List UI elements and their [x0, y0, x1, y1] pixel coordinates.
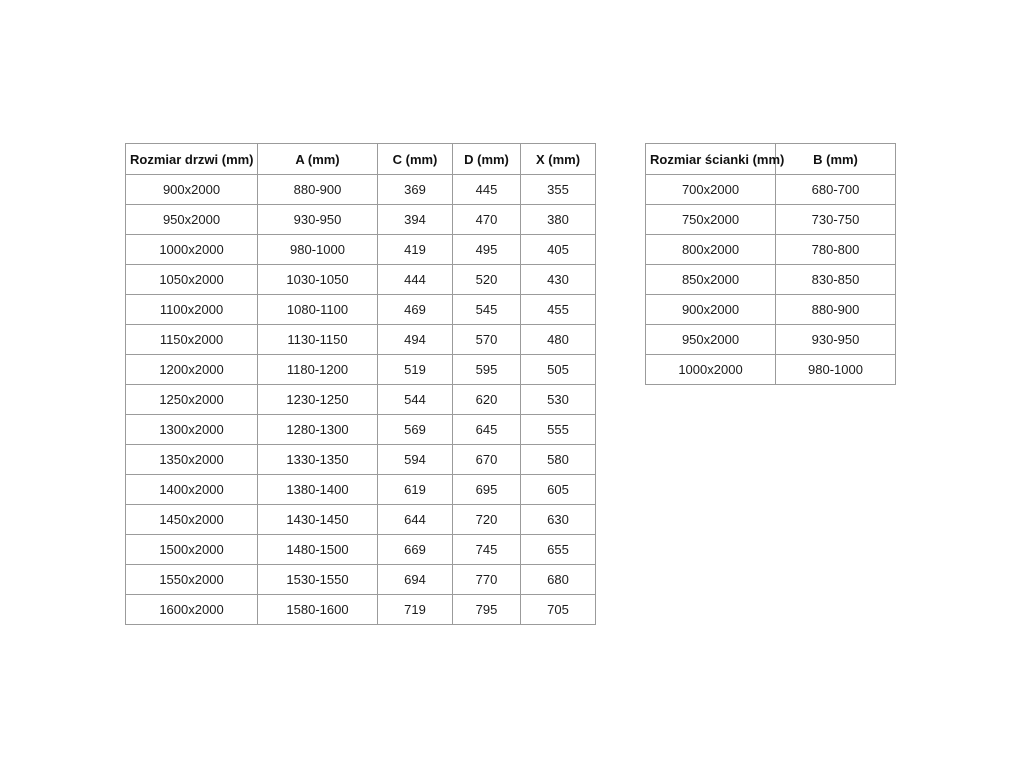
table-cell: 1280-1300	[258, 415, 378, 445]
table-cell: 980-1000	[776, 355, 896, 385]
table-row	[126, 535, 596, 565]
table-cell: 1200x2000	[126, 355, 258, 385]
table-cell: 1450x2000	[126, 505, 258, 535]
table-cell: 719	[378, 595, 453, 625]
table-row	[126, 475, 596, 505]
table-cell: 1480-1500	[258, 535, 378, 565]
table-cell: 645	[453, 415, 521, 445]
table-cell: 469	[378, 295, 453, 325]
table-row	[126, 385, 596, 415]
table-cell: 795	[453, 595, 521, 625]
table-cell: 505	[521, 355, 596, 385]
column-header: D (mm)	[453, 144, 521, 175]
table-cell: 644	[378, 505, 453, 535]
table-cell: 1230-1250	[258, 385, 378, 415]
table-cell: 695	[453, 475, 521, 505]
table-cell: 1350x2000	[126, 445, 258, 475]
table-cell: 1430-1450	[258, 505, 378, 535]
wall-panel-dimensions-table	[645, 143, 896, 385]
table-cell: 1600x2000	[126, 595, 258, 625]
table-row	[126, 325, 596, 355]
table-cell: 455	[521, 295, 596, 325]
table-cell: 1250x2000	[126, 385, 258, 415]
table-row	[126, 235, 596, 265]
table-cell: 569	[378, 415, 453, 445]
table-row	[646, 265, 896, 295]
table-row	[126, 565, 596, 595]
table-row	[646, 355, 896, 385]
table-cell: 1030-1050	[258, 265, 378, 295]
column-header: Rozmiar ścianki (mm)	[646, 144, 776, 175]
table-cell: 680-700	[776, 175, 896, 205]
table-cell: 355	[521, 175, 596, 205]
column-header: Rozmiar drzwi (mm)	[126, 144, 258, 175]
table-cell: 705	[521, 595, 596, 625]
table-cell: 720	[453, 505, 521, 535]
table-cell: 680	[521, 565, 596, 595]
table-cell: 544	[378, 385, 453, 415]
table-cell: 369	[378, 175, 453, 205]
table-row	[646, 295, 896, 325]
table-cell: 1130-1150	[258, 325, 378, 355]
table-cell: 780-800	[776, 235, 896, 265]
table-cell: 630	[521, 505, 596, 535]
table-cell: 880-900	[776, 295, 896, 325]
table-row	[126, 595, 596, 625]
table-cell: 1150x2000	[126, 325, 258, 355]
table-cell: 745	[453, 535, 521, 565]
table-cell: 1080-1100	[258, 295, 378, 325]
table-cell: 495	[453, 235, 521, 265]
table-cell: 900x2000	[126, 175, 258, 205]
table-row	[126, 205, 596, 235]
table-cell: 545	[453, 295, 521, 325]
table-row	[126, 175, 596, 205]
table-row	[126, 295, 596, 325]
table-cell: 619	[378, 475, 453, 505]
table-cell: 900x2000	[646, 295, 776, 325]
table-cell: 1050x2000	[126, 265, 258, 295]
table-cell: 830-850	[776, 265, 896, 295]
table-row	[126, 505, 596, 535]
table-cell: 694	[378, 565, 453, 595]
table-cell: 1400x2000	[126, 475, 258, 505]
table-cell: 700x2000	[646, 175, 776, 205]
column-header: C (mm)	[378, 144, 453, 175]
column-header: X (mm)	[521, 144, 596, 175]
table-row	[646, 205, 896, 235]
table-cell: 1380-1400	[258, 475, 378, 505]
table-row	[646, 235, 896, 265]
table-row	[126, 415, 596, 445]
table-cell: 750x2000	[646, 205, 776, 235]
table-cell: 670	[453, 445, 521, 475]
table-cell: 480	[521, 325, 596, 355]
table-row	[126, 265, 596, 295]
table-cell: 580	[521, 445, 596, 475]
table-cell: 1000x2000	[646, 355, 776, 385]
table-cell: 850x2000	[646, 265, 776, 295]
table-cell: 730-750	[776, 205, 896, 235]
table-cell: 594	[378, 445, 453, 475]
table-cell: 470	[453, 205, 521, 235]
table-cell: 419	[378, 235, 453, 265]
table-cell: 530	[521, 385, 596, 415]
table-cell: 519	[378, 355, 453, 385]
table-cell: 380	[521, 205, 596, 235]
table-cell: 880-900	[258, 175, 378, 205]
table-header-row	[126, 144, 596, 175]
table-cell: 1580-1600	[258, 595, 378, 625]
table-cell: 405	[521, 235, 596, 265]
table-cell: 595	[453, 355, 521, 385]
table-cell: 1530-1550	[258, 565, 378, 595]
column-header: B (mm)	[776, 144, 896, 175]
table-cell: 770	[453, 565, 521, 595]
table-header-row	[646, 144, 896, 175]
table-row	[646, 175, 896, 205]
table-cell: 1330-1350	[258, 445, 378, 475]
table-cell: 669	[378, 535, 453, 565]
table-cell: 1300x2000	[126, 415, 258, 445]
table-cell: 445	[453, 175, 521, 205]
table-cell: 930-950	[776, 325, 896, 355]
table-cell: 430	[521, 265, 596, 295]
table-cell: 555	[521, 415, 596, 445]
table-cell: 520	[453, 265, 521, 295]
table-cell: 394	[378, 205, 453, 235]
table-cell: 980-1000	[258, 235, 378, 265]
table-cell: 950x2000	[646, 325, 776, 355]
table-row	[126, 355, 596, 385]
table-cell: 800x2000	[646, 235, 776, 265]
table-cell: 1180-1200	[258, 355, 378, 385]
table-cell: 1550x2000	[126, 565, 258, 595]
table-cell: 494	[378, 325, 453, 355]
column-header: A (mm)	[258, 144, 378, 175]
table-cell: 570	[453, 325, 521, 355]
table-cell: 444	[378, 265, 453, 295]
table-cell: 1100x2000	[126, 295, 258, 325]
table-row	[126, 445, 596, 475]
table-cell: 605	[521, 475, 596, 505]
table-cell: 930-950	[258, 205, 378, 235]
table-row	[646, 325, 896, 355]
table-cell: 620	[453, 385, 521, 415]
door-dimensions-table	[125, 143, 596, 625]
table-cell: 950x2000	[126, 205, 258, 235]
table-cell: 655	[521, 535, 596, 565]
table-cell: 1000x2000	[126, 235, 258, 265]
table-cell: 1500x2000	[126, 535, 258, 565]
